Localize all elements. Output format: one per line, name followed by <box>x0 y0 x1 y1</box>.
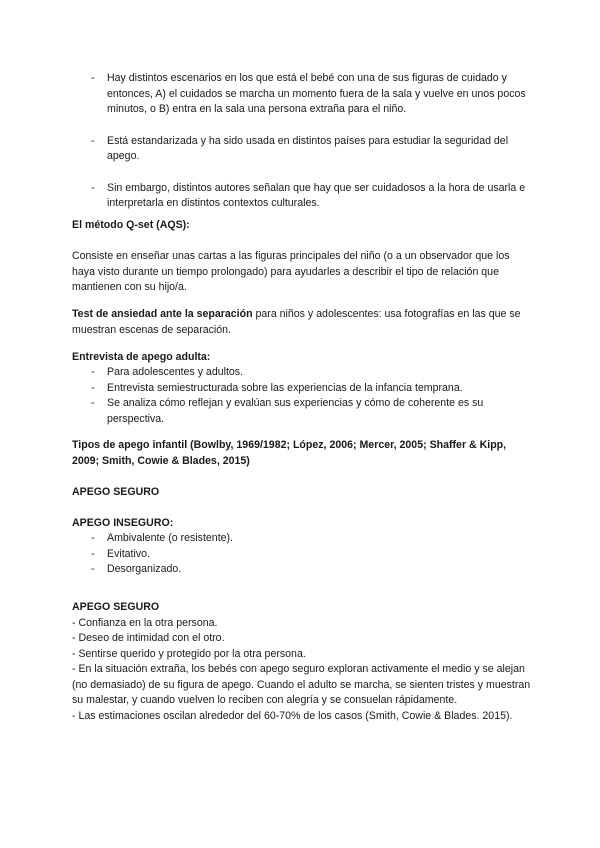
qset-heading: El método Q-set (AQS): <box>72 219 190 231</box>
list-item: - Se analiza cómo reflejan y evalúan sus experiencias y cómo de coherente es su perspectiva. <box>91 397 484 425</box>
list-item: - Hay distintos escenarios en los que está el bebé con una de sus figuras de cuidado y entonces, A) el cuidados se marcha un momento fuera de la sala y vuelve en unos pocos minutos, o B) entra en la sala una persona extraña para el niño. <box>91 72 526 115</box>
adult-interview-heading: Entrevista de apego adulta: <box>72 351 211 363</box>
qset-paragraph: Consiste en enseñar unas cartas a las figuras principales del niño (o a un observador que los haya visto durante un tiempo prolongado) para ayudarles a describir el tipo de relación que mantienen con su hijo/a. <box>72 250 510 293</box>
list-item: - Para adolescentes y adultos. <box>91 366 244 378</box>
list-item: - Sin embargo, distintos autores señalan que hay que ser cuidadosos a la hora de usarla e interpretarla en distintos contextos culturales. <box>91 181 526 209</box>
secure-line: - En la situación extraña, los bebés con apego seguro exploran activamente el medio y se alejan (no demasiado) de su figura de apego. Cuando el adulto se marcha, se sienten tristes y muestran su malestar, y cuando vuelven lo reciben con alegría y se consuelan rápidamente. <box>72 663 531 706</box>
secure-line: - Confianza en la otra persona. <box>72 616 218 629</box>
adult-interview-list <box>72 365 532 427</box>
attachment-types-heading: Tipos de apego infantil (Bowlby, 1969/1982; López, 2006; Mercer, 2005; Shaffer & Kipp, 2009; Smith, Cowie & Blades, 2015) <box>72 439 507 467</box>
secure-line: - Sentirse querido y protegido por la otra persona. <box>72 647 306 660</box>
separation-test-label: Test de ansiedad ante la separación <box>72 308 253 320</box>
list-item: - Ambivalente (o resistente). <box>91 532 234 544</box>
list-item: - Entrevista semiestructurada sobre las experiencias de la infancia temprana. <box>91 381 463 394</box>
secure-line: - Deseo de intimidad con el otro. <box>72 632 225 644</box>
list-item: - Está estandarizada y ha sido usada en distintos países para estudiar la seguridad del apego. <box>91 134 509 162</box>
secure-line: - Las estimaciones oscilan alrededor del 60-70% de los casos (Smith, Cowie & Blades. 2015). <box>72 709 513 722</box>
secure-attachment-heading: APEGO SEGURO <box>72 601 160 613</box>
intro-bullet-list <box>72 71 532 228</box>
separation-test-paragraph: Test de ansiedad ante la separación para niños y adolescentes: usa fotografías en las que se muestran escenas de separación. <box>72 308 521 336</box>
secure-attachment-title: APEGO SEGURO <box>72 486 160 498</box>
list-item: - Evitativo. <box>91 547 150 560</box>
insecure-attachment-heading: APEGO INSEGURO: <box>72 517 174 529</box>
insecure-types-list <box>72 531 532 578</box>
list-item: - Desorganizado. <box>91 563 182 575</box>
secure-attachment-section <box>72 600 532 724</box>
